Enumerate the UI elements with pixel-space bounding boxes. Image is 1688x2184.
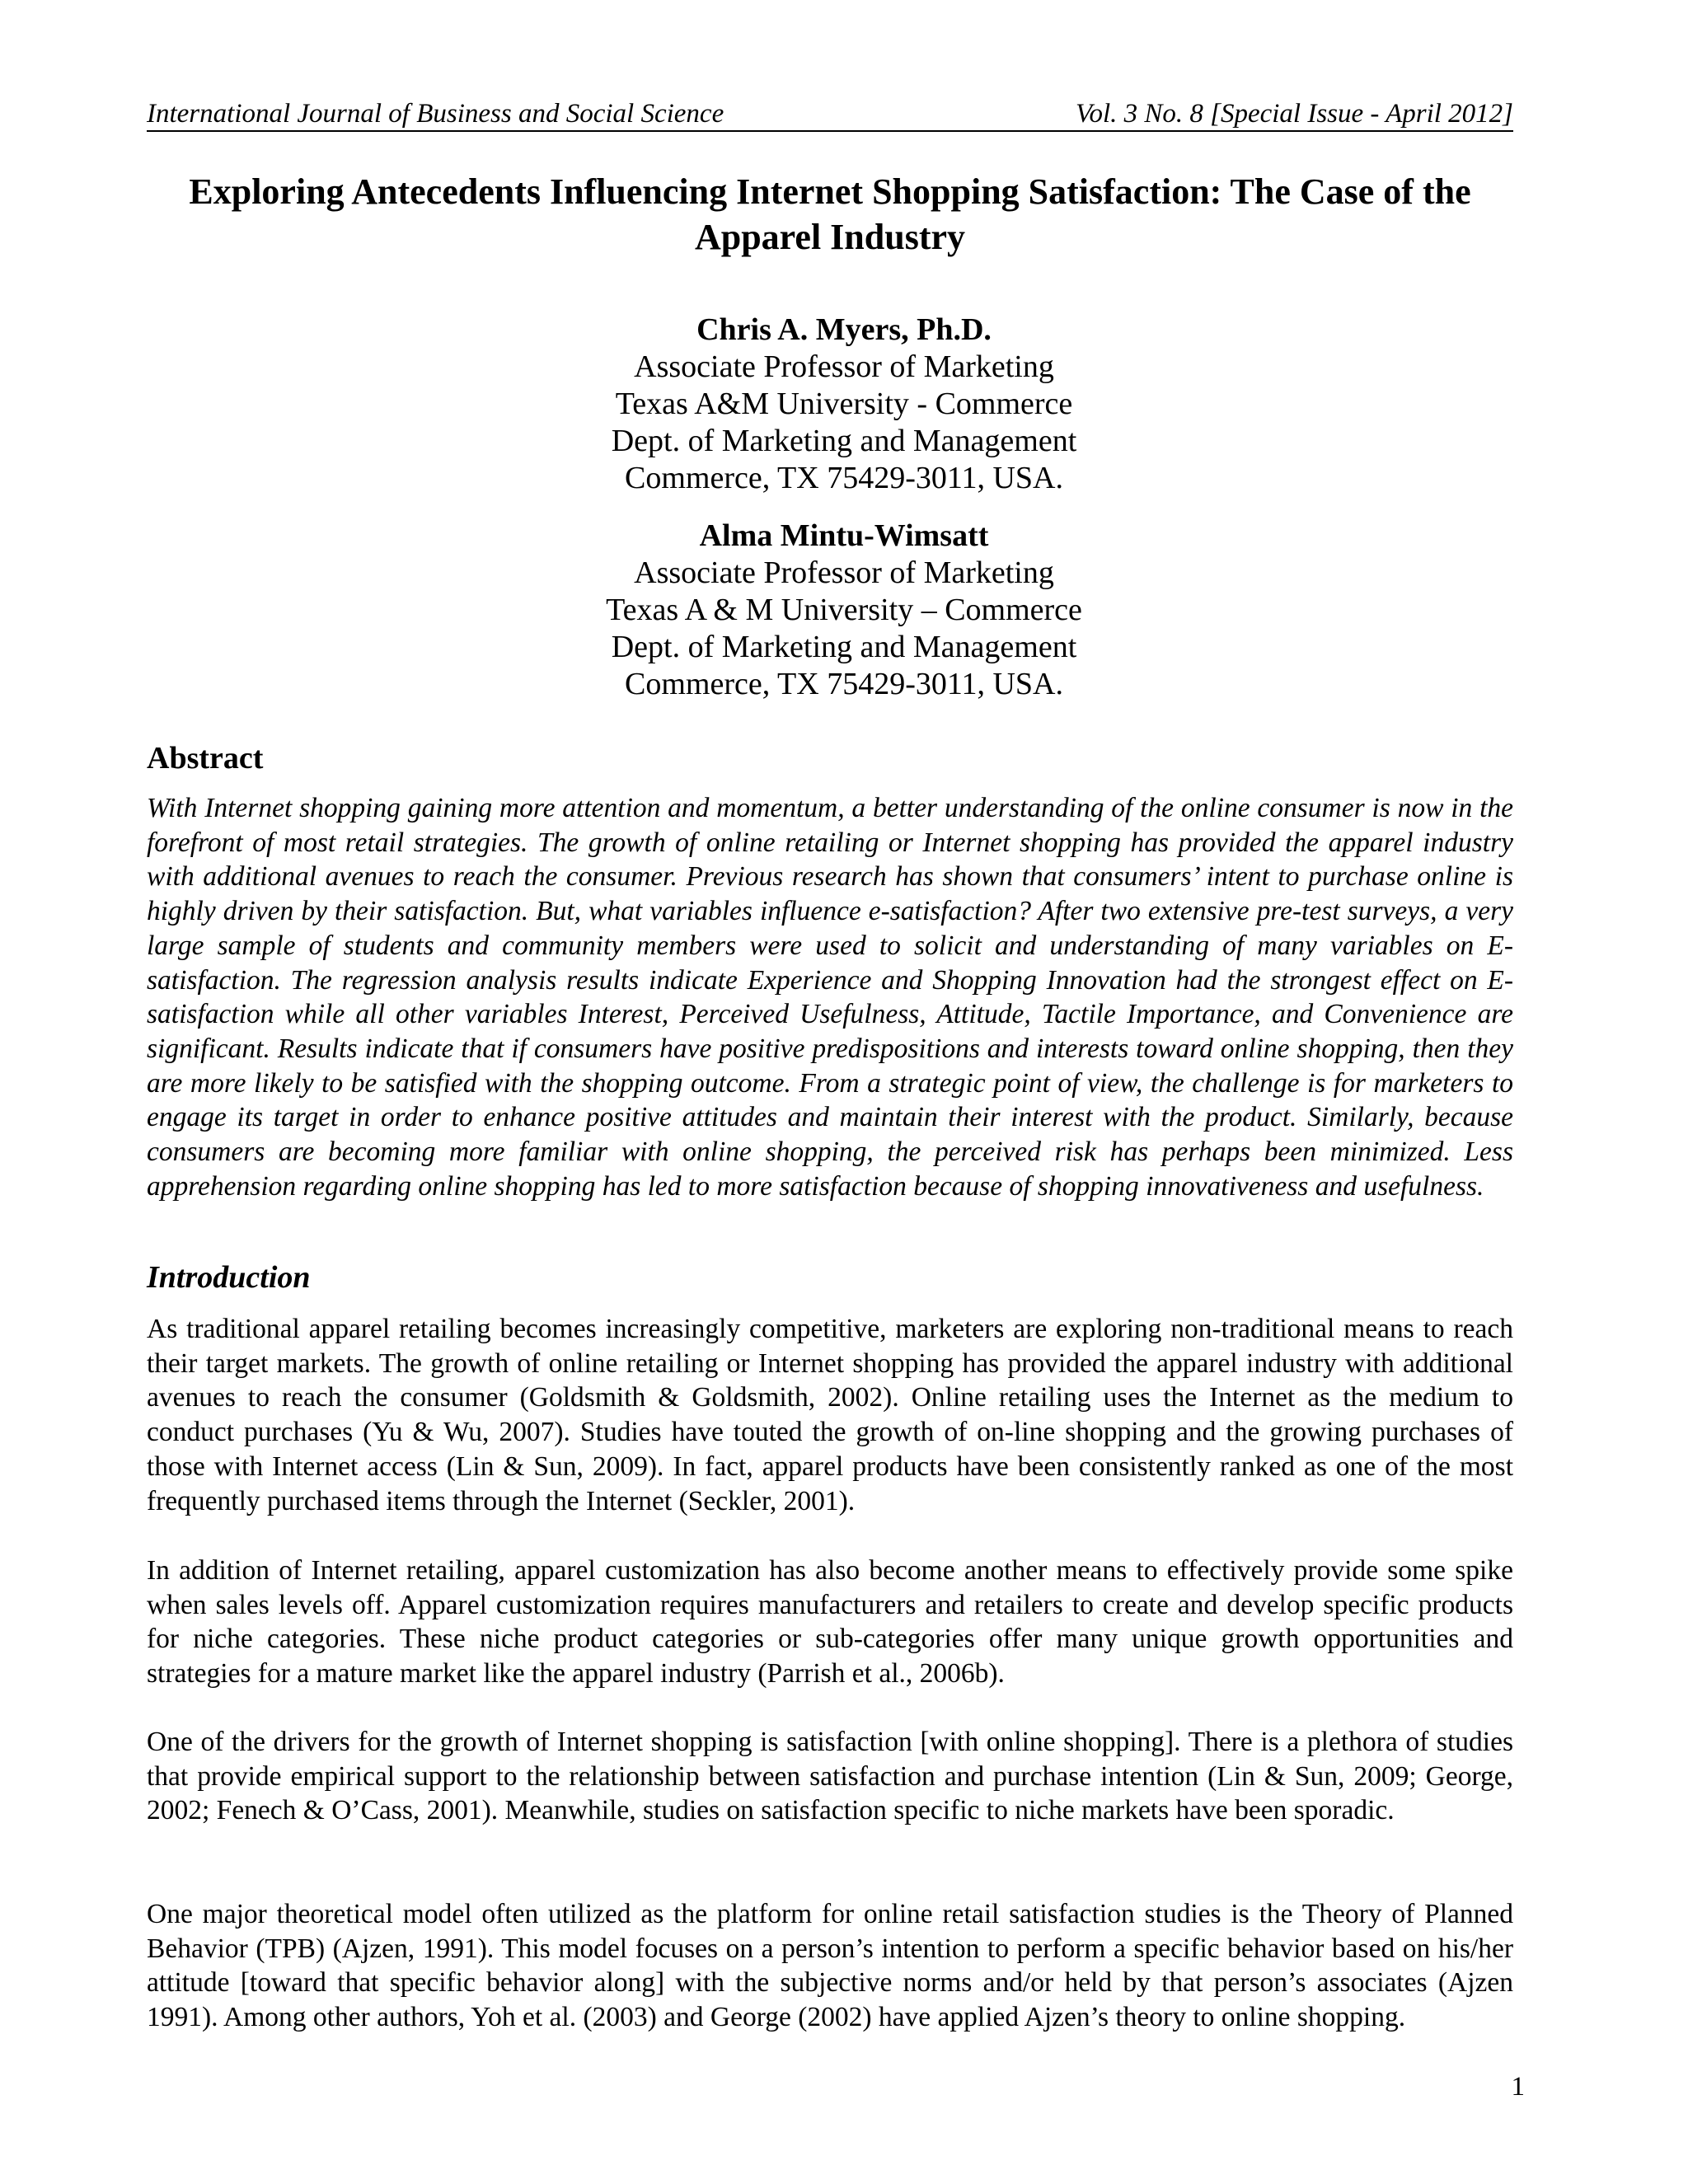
- author-block: [412, 518, 1276, 703]
- author-position: Associate Professor of Marketing: [634, 555, 1054, 590]
- issue-info: Vol. 3 No. 8 [Special Issue - April 2012]: [1075, 99, 1513, 129]
- author-position: Associate Professor of Marketing: [634, 349, 1054, 384]
- author-university: Texas A & M University – Commerce: [606, 593, 1082, 627]
- running-header: [147, 97, 1513, 132]
- introduction-heading: Introduction: [147, 1260, 311, 1295]
- author-block: [412, 312, 1276, 497]
- body-paragraph: In addition of Internet retailing, apparel customization has also become another means to effectively provide some spike when sales levels off. Apparel customization requires manufacturers and retailers to create and develop specific products for niche categories. These niche product categories or sub-categories offer many unique growth opportunities and strategies for a mature market like the apparel industry (Parrish et al., 2006b).: [147, 1555, 1513, 1690]
- author-department: Dept. of Marketing and Management: [611, 630, 1077, 664]
- author-department: Dept. of Marketing and Management: [611, 424, 1077, 458]
- journal-name: International Journal of Business and Social Science: [147, 99, 724, 129]
- body-paragraph: As traditional apparel retailing becomes increasingly competitive, marketers are exploring non-traditional means to reach their target markets. The growth of online retailing or Internet shopping has provided the apparel industry with additional avenues to reach the consumer (Goldsmith & Goldsmith, 2002). Online retailing uses the Internet as the medium to conduct purchases (Yu & Wu, 2007). Studies have touted the growth of on-line shopping and the growing purchases of those with Internet access (Lin & Sun, 2009). In fact, apparel products have been consistently ranked as one of the most frequently purchased items through the Internet (Seckler, 2001).: [147, 1314, 1513, 1516]
- author-name: Chris A. Myers, Ph.D.: [696, 312, 992, 347]
- abstract-text: With Internet shopping gaining more attention and momentum, a better understanding of the online consumer is now in the forefront of most retail strategies. The growth of online retailing or Internet shopping has provided the apparel industry with additional avenues to reach the consumer. Previous research has shown that consumers’ intent to purchase online is highly driven by their satisfaction. But, what variables influence e-satisfaction? After two extensive pre-test surveys, a very large sample of students and community members were used to solicit and understanding of many variables on E-satisfaction. The regression analysis results indicate Experience and Shopping Innovation had the strongest effect on E-satisfaction while all other variables Interest, Perceived Usefulness, Attitude, Tactile Importance, and Convenience are significant. Results indicate that if consumers have positive predispositions and interests toward online shopping, then they are more likely to be satisfied with the shopping outcome. From a strategic point of view, the challenge is for marketers to engage its target in order to enhance positive attitudes and maintain their interest with the product. Similarly, because consumers are becoming more familiar with online shopping, the perceived risk has perhaps been minimized. Less apprehension regarding online shopping has led to more satisfaction because of shopping innovativeness and usefulness.: [147, 793, 1513, 1202]
- author-university: Texas A&M University - Commerce: [615, 387, 1073, 421]
- abstract-heading: Abstract: [147, 741, 264, 776]
- body-paragraph: One major theoretical model often utilized as the platform for online retail satisfaction studies is the Theory of Planned Behavior (TPB) (Ajzen, 1991). This model focuses on a person’s intention to perform a specific behavior based on his/her attitude [toward that specific behavior along] with the subjective norms and/or held by that person’s associates (Ajzen 1991). Among other authors, Yoh et al. (2003) and George (2002) have applied Ajzen’s theory to online shopping.: [147, 1899, 1513, 2033]
- page-number: 1: [1511, 2072, 1525, 2102]
- author-name: Alma Mintu-Wimsatt: [699, 518, 989, 553]
- body-paragraph: One of the drivers for the growth of Internet shopping is satisfaction [with online shopping]. There is a plethora of studies that provide empirical support to the relationship between satisfaction and purchase intention (Lin & Sun, 2009; George, 2002; Fenech & O’Cass, 2001). Meanwhile, studies on satisfaction specific to niche markets have been sporadic.: [147, 1727, 1513, 1826]
- author-address: Commerce, TX 75429-3011, USA.: [625, 667, 1063, 701]
- paper-title: Exploring Antecedents Influencing Internet Shopping Satisfaction: The Case of the Apparel Industry: [189, 171, 1471, 257]
- author-address: Commerce, TX 75429-3011, USA.: [625, 461, 1063, 495]
